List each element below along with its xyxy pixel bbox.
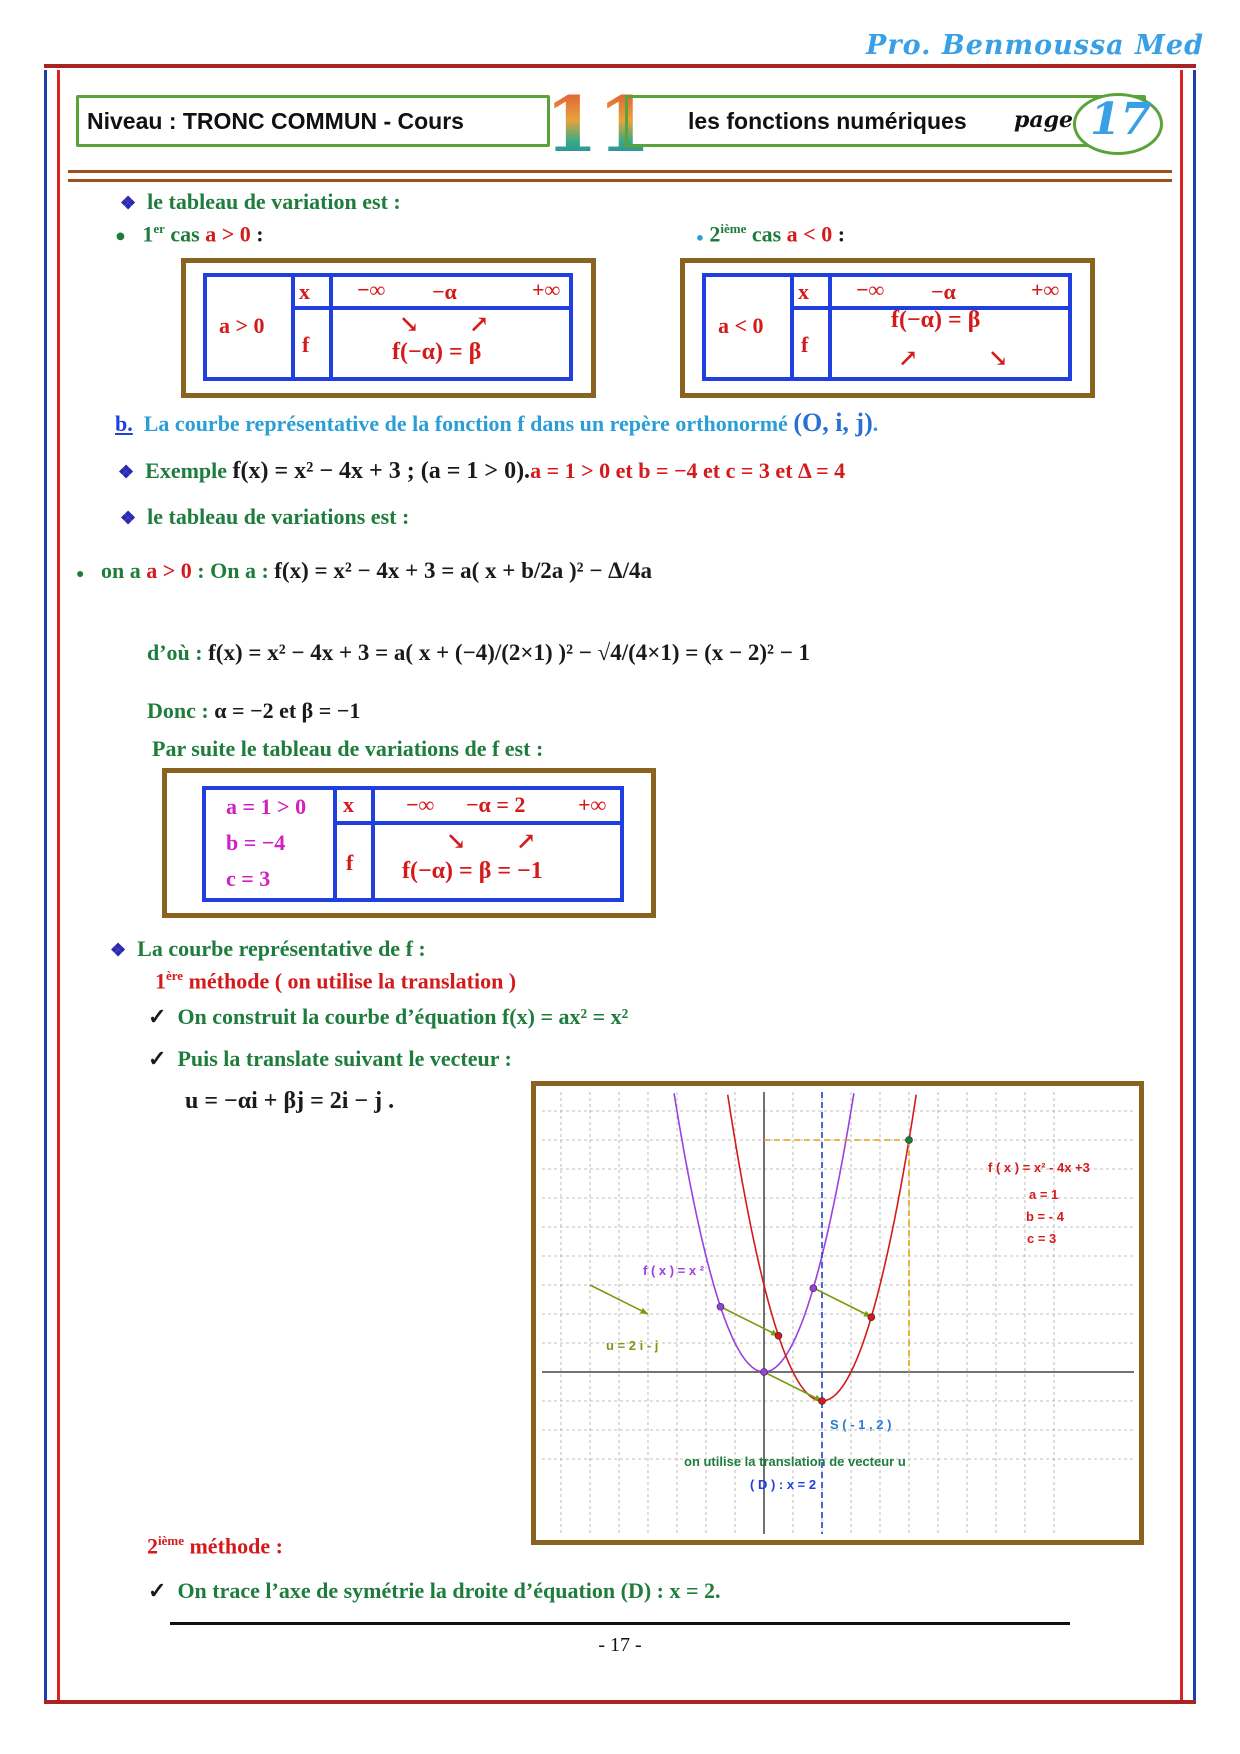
- x-label: x: [343, 792, 354, 817]
- tv-title: ❖ le tableau de variation est :: [120, 189, 401, 214]
- variation-table-example: [162, 768, 656, 918]
- curve-title: ❖ La courbe représentative de f :: [110, 936, 426, 961]
- top-border: [44, 64, 1196, 68]
- arrow-down-icon: ↘: [988, 346, 1009, 372]
- variation-table-a-negative: [680, 258, 1095, 398]
- check-icon: ✓: [148, 1046, 167, 1071]
- label-a: a = 1: [1029, 1187, 1059, 1202]
- x-value: −∞: [406, 792, 435, 817]
- x-value: −∞: [357, 277, 386, 302]
- table-inner: [202, 786, 624, 902]
- graph-point: [717, 1303, 724, 1310]
- param-c: c = 3: [226, 866, 271, 891]
- x-value: −∞: [856, 277, 885, 302]
- page-badge-number: 17: [1090, 94, 1152, 145]
- f-label: f: [801, 332, 809, 357]
- derivation-line: d’où : f(x) = x² − 4x + 3 = a( x + (−4)/(2×1) )² − √4/(4×1) = (x − 2)² − 1: [147, 640, 811, 665]
- diamond-bullet-icon: ❖: [118, 462, 135, 482]
- label-c: c = 3: [1027, 1231, 1057, 1246]
- arrow-down-icon: ↘: [446, 829, 467, 855]
- variation-table-a-positive: [181, 258, 596, 398]
- param-a: a = 1 > 0: [226, 794, 307, 819]
- label-f: f ( x ) = x² - 4x +3: [988, 1160, 1090, 1175]
- dot-bullet-icon: ●: [76, 567, 85, 582]
- extremum-value: f(−α) = β: [891, 307, 981, 333]
- x-label: x: [299, 279, 310, 304]
- graph-point: [906, 1137, 913, 1144]
- chapter-number: 11: [545, 80, 651, 169]
- row-label: a < 0: [718, 313, 764, 338]
- topic-text: les fonctions numériques: [688, 107, 967, 134]
- header-separator: [68, 170, 1172, 182]
- table-inner: [702, 273, 1072, 381]
- label-d: ( D ) : x = 2: [750, 1477, 817, 1492]
- donc-line: Donc : α = −2 et β = −1: [147, 698, 361, 723]
- method1-heading: 1ère méthode ( on utilise la translation ): [155, 968, 517, 994]
- table-inner: [203, 273, 573, 381]
- f-label: f: [346, 850, 354, 875]
- x-value: −α = 2: [466, 792, 526, 817]
- arrow-up-icon: ↗: [516, 829, 537, 855]
- label-s: S ( - 1 , 2 ): [830, 1417, 892, 1432]
- graph-point: [819, 1398, 826, 1405]
- case1-heading: ● 1er cas a > 0 :: [115, 221, 264, 247]
- canonical-form-line: ● on a a > 0 : On a : f(x) = x² − 4x + 3 = a( x + b/2a )² − Δ/4a: [76, 558, 652, 583]
- x-value: +∞: [578, 792, 607, 817]
- footer-line: [170, 1622, 1070, 1625]
- extremum-value: f(−α) = β = −1: [402, 858, 543, 884]
- x-value: +∞: [1031, 277, 1060, 302]
- graph-panel: [531, 1081, 1144, 1545]
- label-u: u = 2 i - j: [606, 1338, 659, 1353]
- tv-title-2: ❖ le tableau de variations est :: [120, 504, 410, 529]
- method2-heading: 2ième méthode :: [147, 1533, 283, 1559]
- step2: ✓ Puis la translate suivant le vecteur :: [148, 1046, 512, 1071]
- row-label: a > 0: [219, 313, 265, 338]
- label-g: f ( x ) = x ²: [643, 1263, 705, 1278]
- param-b: b = −4: [226, 830, 286, 855]
- diamond-bullet-icon: ❖: [120, 193, 137, 213]
- page-word: page: [1014, 107, 1074, 133]
- graph-point: [868, 1314, 875, 1321]
- example-line: ❖ Exemple f(x) = x² − 4x + 3 ; (a = 1 > 0).a = 1 > 0 et b = −4 et c = 3 et Δ = 4: [118, 458, 846, 484]
- diamond-bullet-icon: ❖: [110, 940, 127, 960]
- step1: ✓ On construit la courbe d’équation f(x) = ax² = x²: [148, 1004, 629, 1029]
- section-b-heading: b. La courbe représentative de la fonction f dans un repère orthonormé (O, i, j).: [115, 408, 879, 437]
- graph-point: [775, 1332, 782, 1339]
- left-frame: [44, 70, 60, 1700]
- graph-point: [761, 1369, 768, 1376]
- f-label: f: [302, 332, 310, 357]
- translation-vector: u = −αi + βj = 2i − j .: [185, 1088, 395, 1114]
- x-label: x: [798, 279, 809, 304]
- label-b: b = - 4: [1026, 1209, 1064, 1224]
- level-text: Niveau : TRONC COMMUN - Cours: [87, 107, 464, 134]
- x-value: −α: [432, 279, 457, 304]
- author-signature: Pro. Benmoussa Med: [866, 30, 1204, 61]
- step3: ✓ On trace l’axe de symétrie la droite d’équation (D) : x = 2.: [148, 1578, 721, 1603]
- x-value: −α: [931, 279, 956, 304]
- check-icon: ✓: [148, 1578, 167, 1603]
- case2-heading: ● 2ième cas a < 0 :: [696, 221, 846, 247]
- arrow-up-icon: ↗: [898, 346, 919, 372]
- right-frame: [1180, 70, 1196, 1700]
- diamond-bullet-icon: ❖: [120, 508, 137, 528]
- arrow-up-icon: ↗: [469, 312, 490, 338]
- graph-point: [810, 1285, 817, 1292]
- dot-bullet-icon: ●: [115, 225, 126, 246]
- graph-svg: [536, 1086, 1139, 1540]
- extremum-value: f(−α) = β: [392, 339, 482, 365]
- header-level: [76, 95, 550, 147]
- check-icon: ✓: [148, 1004, 167, 1029]
- suite-line: Par suite le tableau de variations de f est :: [152, 736, 544, 761]
- arrow-down-icon: ↘: [399, 312, 420, 338]
- frame-notation: (O, i, j): [793, 408, 873, 437]
- dot-bullet-icon: ●: [696, 229, 704, 245]
- footer-page-number: - 17 -: [598, 1634, 642, 1656]
- bottom-border: [44, 1700, 1196, 1704]
- x-value: +∞: [532, 277, 561, 302]
- label-trans: on utilise la translation de vecteur u: [684, 1454, 906, 1469]
